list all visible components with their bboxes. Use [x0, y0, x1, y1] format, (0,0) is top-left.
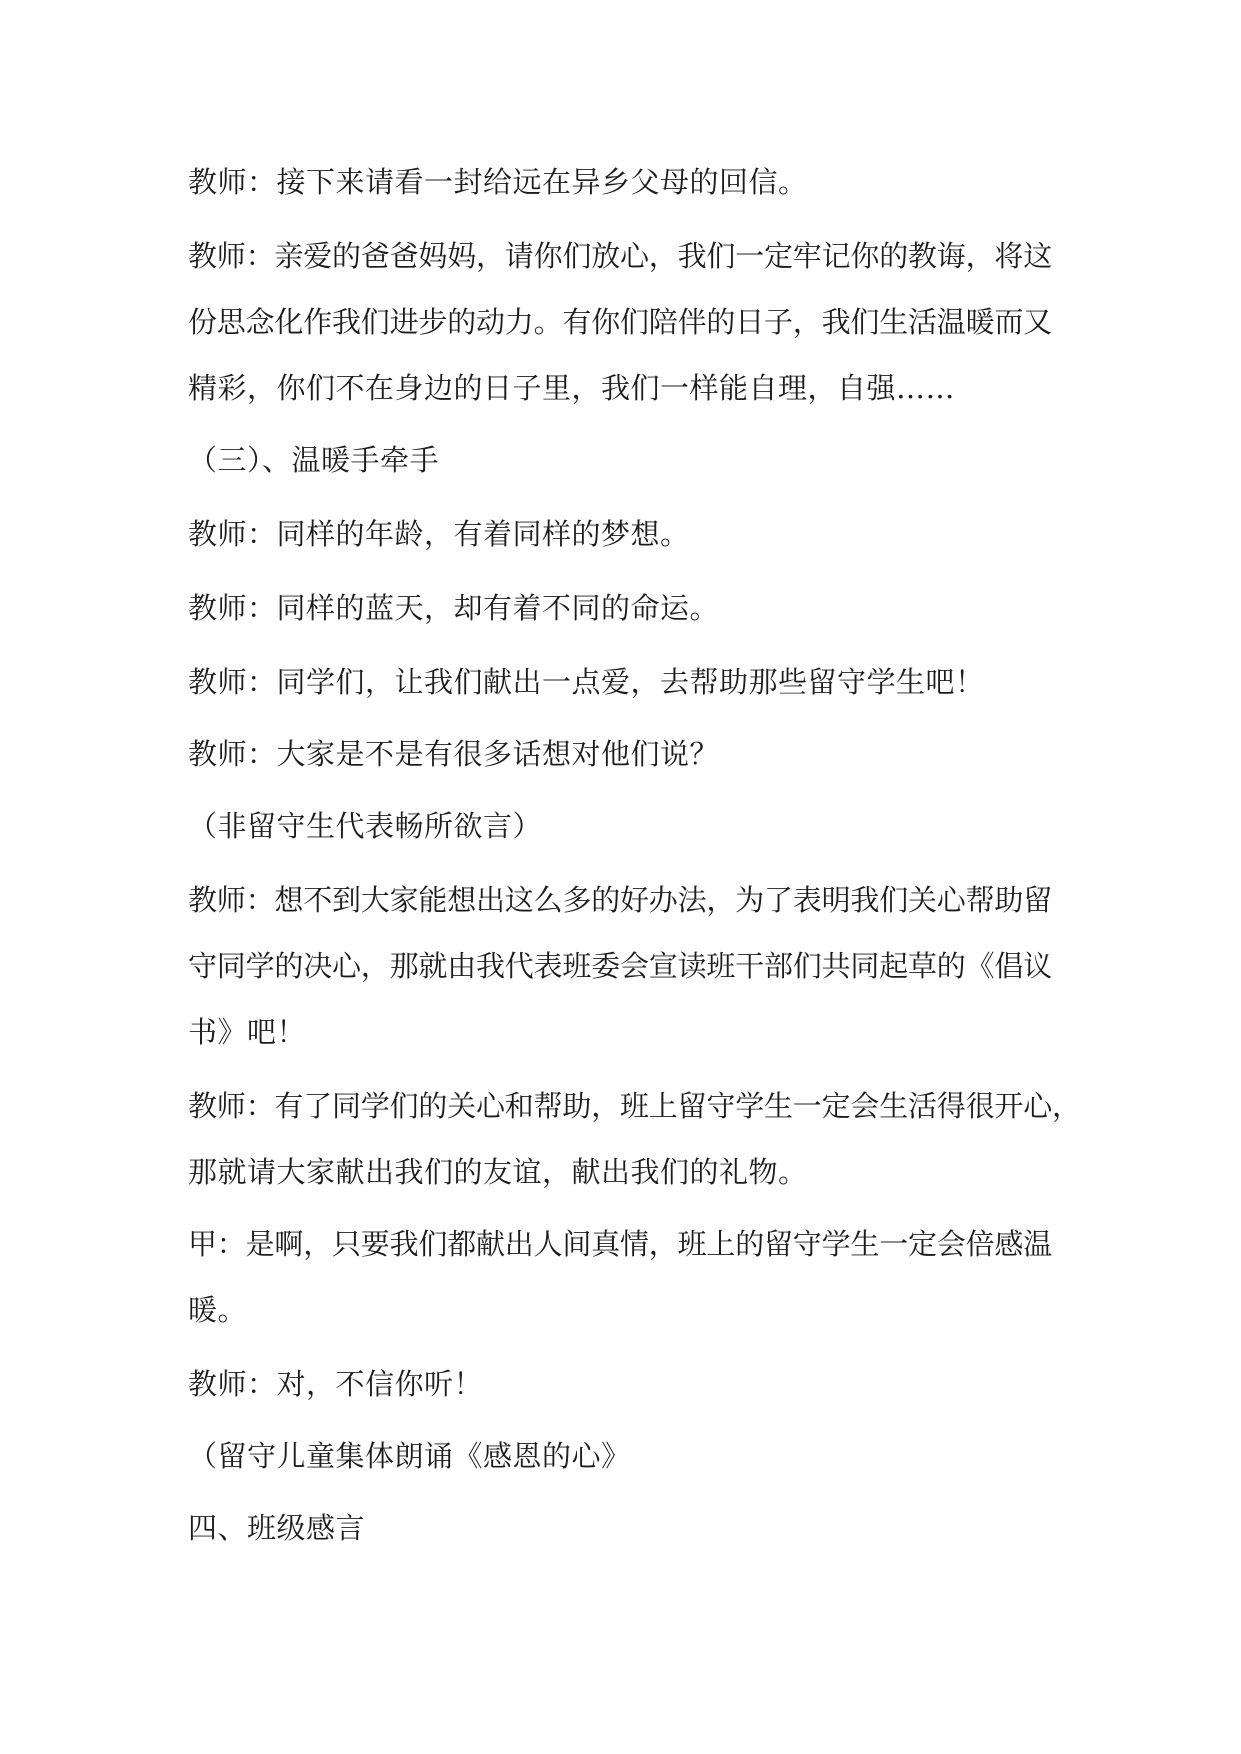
text-line: 书》吧！ — [188, 1015, 307, 1049]
text-line: 份思念化作我们进步的动力。有你们陪伴的日子，我们生活温暖而又 — [188, 305, 1053, 339]
text-line: 教师：同学们，让我们献出一点爱，去帮助那些留守学生吧！ — [188, 665, 985, 699]
text-line: （非留守生代表畅所欲言） — [188, 809, 543, 843]
section-heading: （三）、温暖手牵手 — [188, 443, 440, 477]
text-line: 教师：同样的蓝天，却有着不同的命运。 — [188, 591, 720, 625]
text-line: 教师：有了同学们的关心和帮助，班上留守学生一定会生活得很开心， — [188, 1089, 1081, 1123]
text-line: 甲：是啊，只要我们都献出人间真情，班上的留守学生一定会倍感温 — [188, 1227, 1053, 1261]
text-line: （留守儿童集体朗诵《感恩的心》 — [188, 1439, 631, 1473]
text-line: 教师：对，不信你听！ — [188, 1367, 484, 1401]
text-line: 精彩，你们不在身边的日子里，我们一样能自理，自强…… — [188, 371, 956, 405]
text-line: 那就请大家献出我们的友谊，献出我们的礼物。 — [188, 1155, 808, 1189]
text-line: 守同学的决心，那就由我代表班委会宣读班干部们共同起草的《倡议 — [188, 949, 1053, 983]
section-heading: 四、班级感言 — [188, 1511, 366, 1545]
text-line: 教师：亲爱的爸爸妈妈，请你们放心，我们一定牢记你的教诲，将这 — [188, 239, 1053, 273]
text-line: 教师：大家是不是有很多话想对他们说？ — [188, 737, 720, 771]
text-line: 暖。 — [188, 1293, 248, 1327]
text-line: 教师：想不到大家能想出这么多的好办法，为了表明我们关心帮助留 — [188, 883, 1053, 917]
text-line: 教师：接下来请看一封给远在异乡父母的回信。 — [188, 165, 808, 199]
text-line: 教师：同样的年龄，有着同样的梦想。 — [188, 517, 690, 551]
